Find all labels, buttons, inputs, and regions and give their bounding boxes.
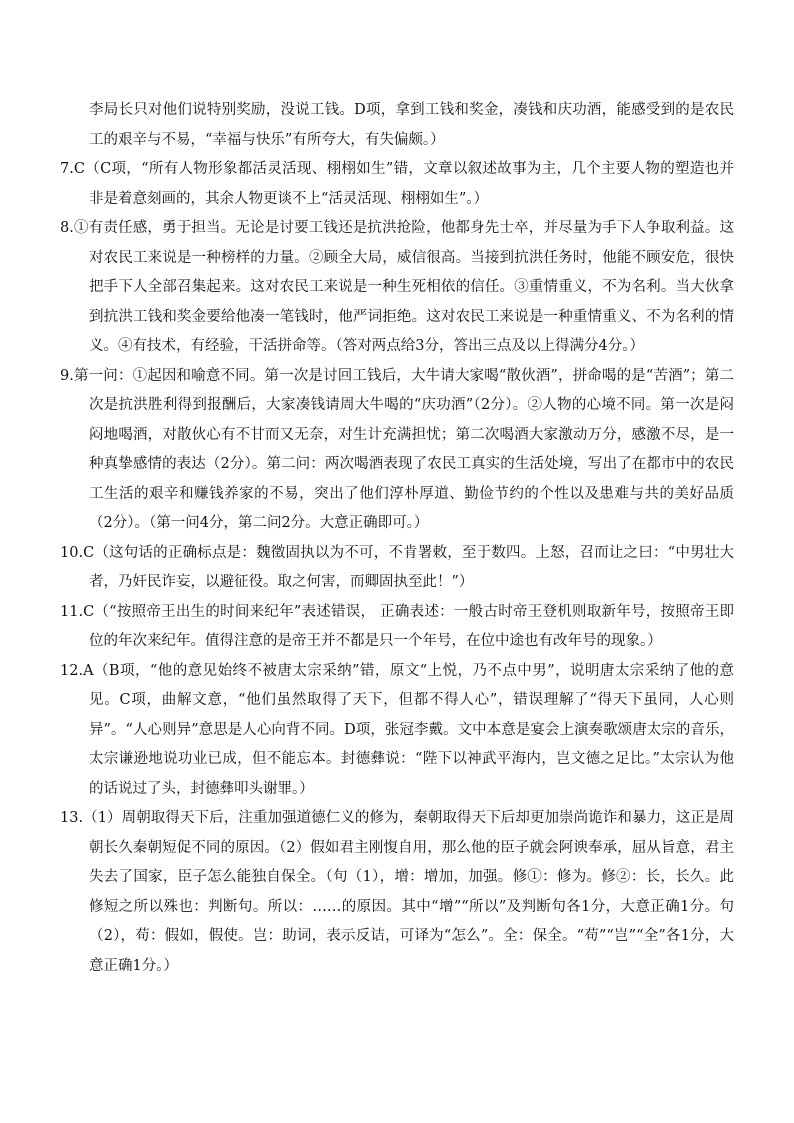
answer-text: A（B项，“他的意见始终不被唐太宗采纳”错，原文“上悦，乃不点中男”，说明唐太宗采纳了他的意见。C项，曲解文意，“他们虽然取得了天下，但都不得人心”，错误理解了“得天下虽同，人心则异”。“人心则异”意思是人心向背不同。D项，张冠李戴。文中本意是宴会上演奏歌颂唐太宗的音乐，太宗谦逊地说功业已成，但不能忘本。封德彝说：“陛下以神武平海内，岂文德之足比。”太宗认为他的话说过了头，封德彝叩头谢罪。）: [83, 662, 734, 797]
answer-text: C（C项，“所有人物形象都活灵活现、栩栩如生”错，文章以叙述故事为主，几个主要人物的塑造也并非是着意刻画的，其余人物更谈不上“活灵活现、栩栩如生”。）: [73, 161, 734, 207]
answer-number: 9.: [60, 367, 74, 384]
answer-number: 10.: [60, 544, 84, 561]
answer-item-7: [60, 155, 734, 214]
answer-number: 13.: [60, 810, 84, 826]
answer-text: C（这句话的正确标点是：魏徵固执以为不可，不肯署敕，至于数四。上怒，召而让之曰：“中男壮大者，乃奸民诈妄，以避征役。取之何害，而卿固执至此！”）: [83, 544, 734, 590]
answer-item-9: [60, 362, 734, 539]
answer-text: ①有责任感，勇于担当。无论是讨要工钱还是抗洪抢险，他都身先士卒，并尽量为手下人争取利益。这对农民工来说是一种榜样的力量。②顾全大局，威信很高。当接到抗洪任务时，他能不顾安危，很快把手下人全部召集起来。这对农民工来说是一种生死相依的信任。③重情重义，不为名利。当大伙拿到抗洪工钱和奖金要给他凑一笔钱时，他严词拒绝。这对农民工来说是一种重情重义、不为名利的情义。④有技术，有经验，干活拼命等。（答对两点给3分，答出三点及以上得满分4分。）: [73, 220, 734, 354]
answer-number: 8.: [60, 220, 74, 236]
answer-text: C（“按照帝王出生的时间来纪年”表述错误， 正确表述：一般古时帝王登机则取新年号，按照帝王即位的年次来纪年。值得注意的是帝王并不都是只一个年号，在位中途也有改年号的现象。）: [83, 603, 734, 649]
answer-text: 李局长只对他们说特别奖励，没说工钱。D项，拿到工钱和奖金，凑钱和庆功酒，能感受到的是农民工的艰辛与不易，“幸福与快乐”有所夸大，有失偏颇。）: [89, 102, 734, 148]
answer-text: 第一问：①起因和喻意不同。第一次是讨回工钱后，大牛请大家喝“散伙酒”，拼命喝的是“苦酒”；第二次是抗洪胜利得到报酬后，大家凑钱请周大牛喝的“庆功酒”（2分）。②人物的心境不同。第一次是闷闷地喝酒，对散伙心有不甘而又无奈，对生计充满担忧；第二次喝酒大家激动万分，感激不尽，是一种真挚感情的表达（2分）。第二问：两次喝酒表现了农民工真实的生活处境，写出了在都市中的农民工生活的艰辛和赚钱养家的不易，突出了他们淳朴厚道、勤俭节约的个性以及患难与共的美好品质（2分）。（第一问4分，第二问2分。大意正确即可。）: [73, 367, 734, 531]
answer-continuation: [60, 96, 734, 155]
answer-item-8: [60, 214, 734, 362]
answer-item-10: [60, 539, 734, 598]
answer-number: 7.: [60, 161, 74, 177]
answer-number: 11.: [60, 603, 84, 620]
answer-item-13: [60, 804, 734, 981]
answer-item-11: [60, 598, 734, 657]
answer-item-12: [60, 657, 734, 805]
answer-text: （1）周朝取得天下后，注重加强道德仁义的修为，秦朝取得天下后却更加崇尚诡诈和暴力，这正是周朝长久秦朝短促不同的原因。（2）假如君主刚愎自用，那么他的臣子就会阿谀奉承，屈从旨意，君主失去了国家，臣子怎么能独自保全。（句（1），增：增加，加强。修①：修为。修②：长，长久。此修短之所以殊也：判断句。所以：……的原因。其中“增”“所以”及判断句各1分，大意正确1分。句（2），苟：假如，假使。岂：助词，表示反诘，可译为“怎么”。全：保全。“苟”“岂”“全”各1分，大意正确1分。）: [83, 810, 734, 974]
answer-number: 12.: [60, 662, 84, 679]
